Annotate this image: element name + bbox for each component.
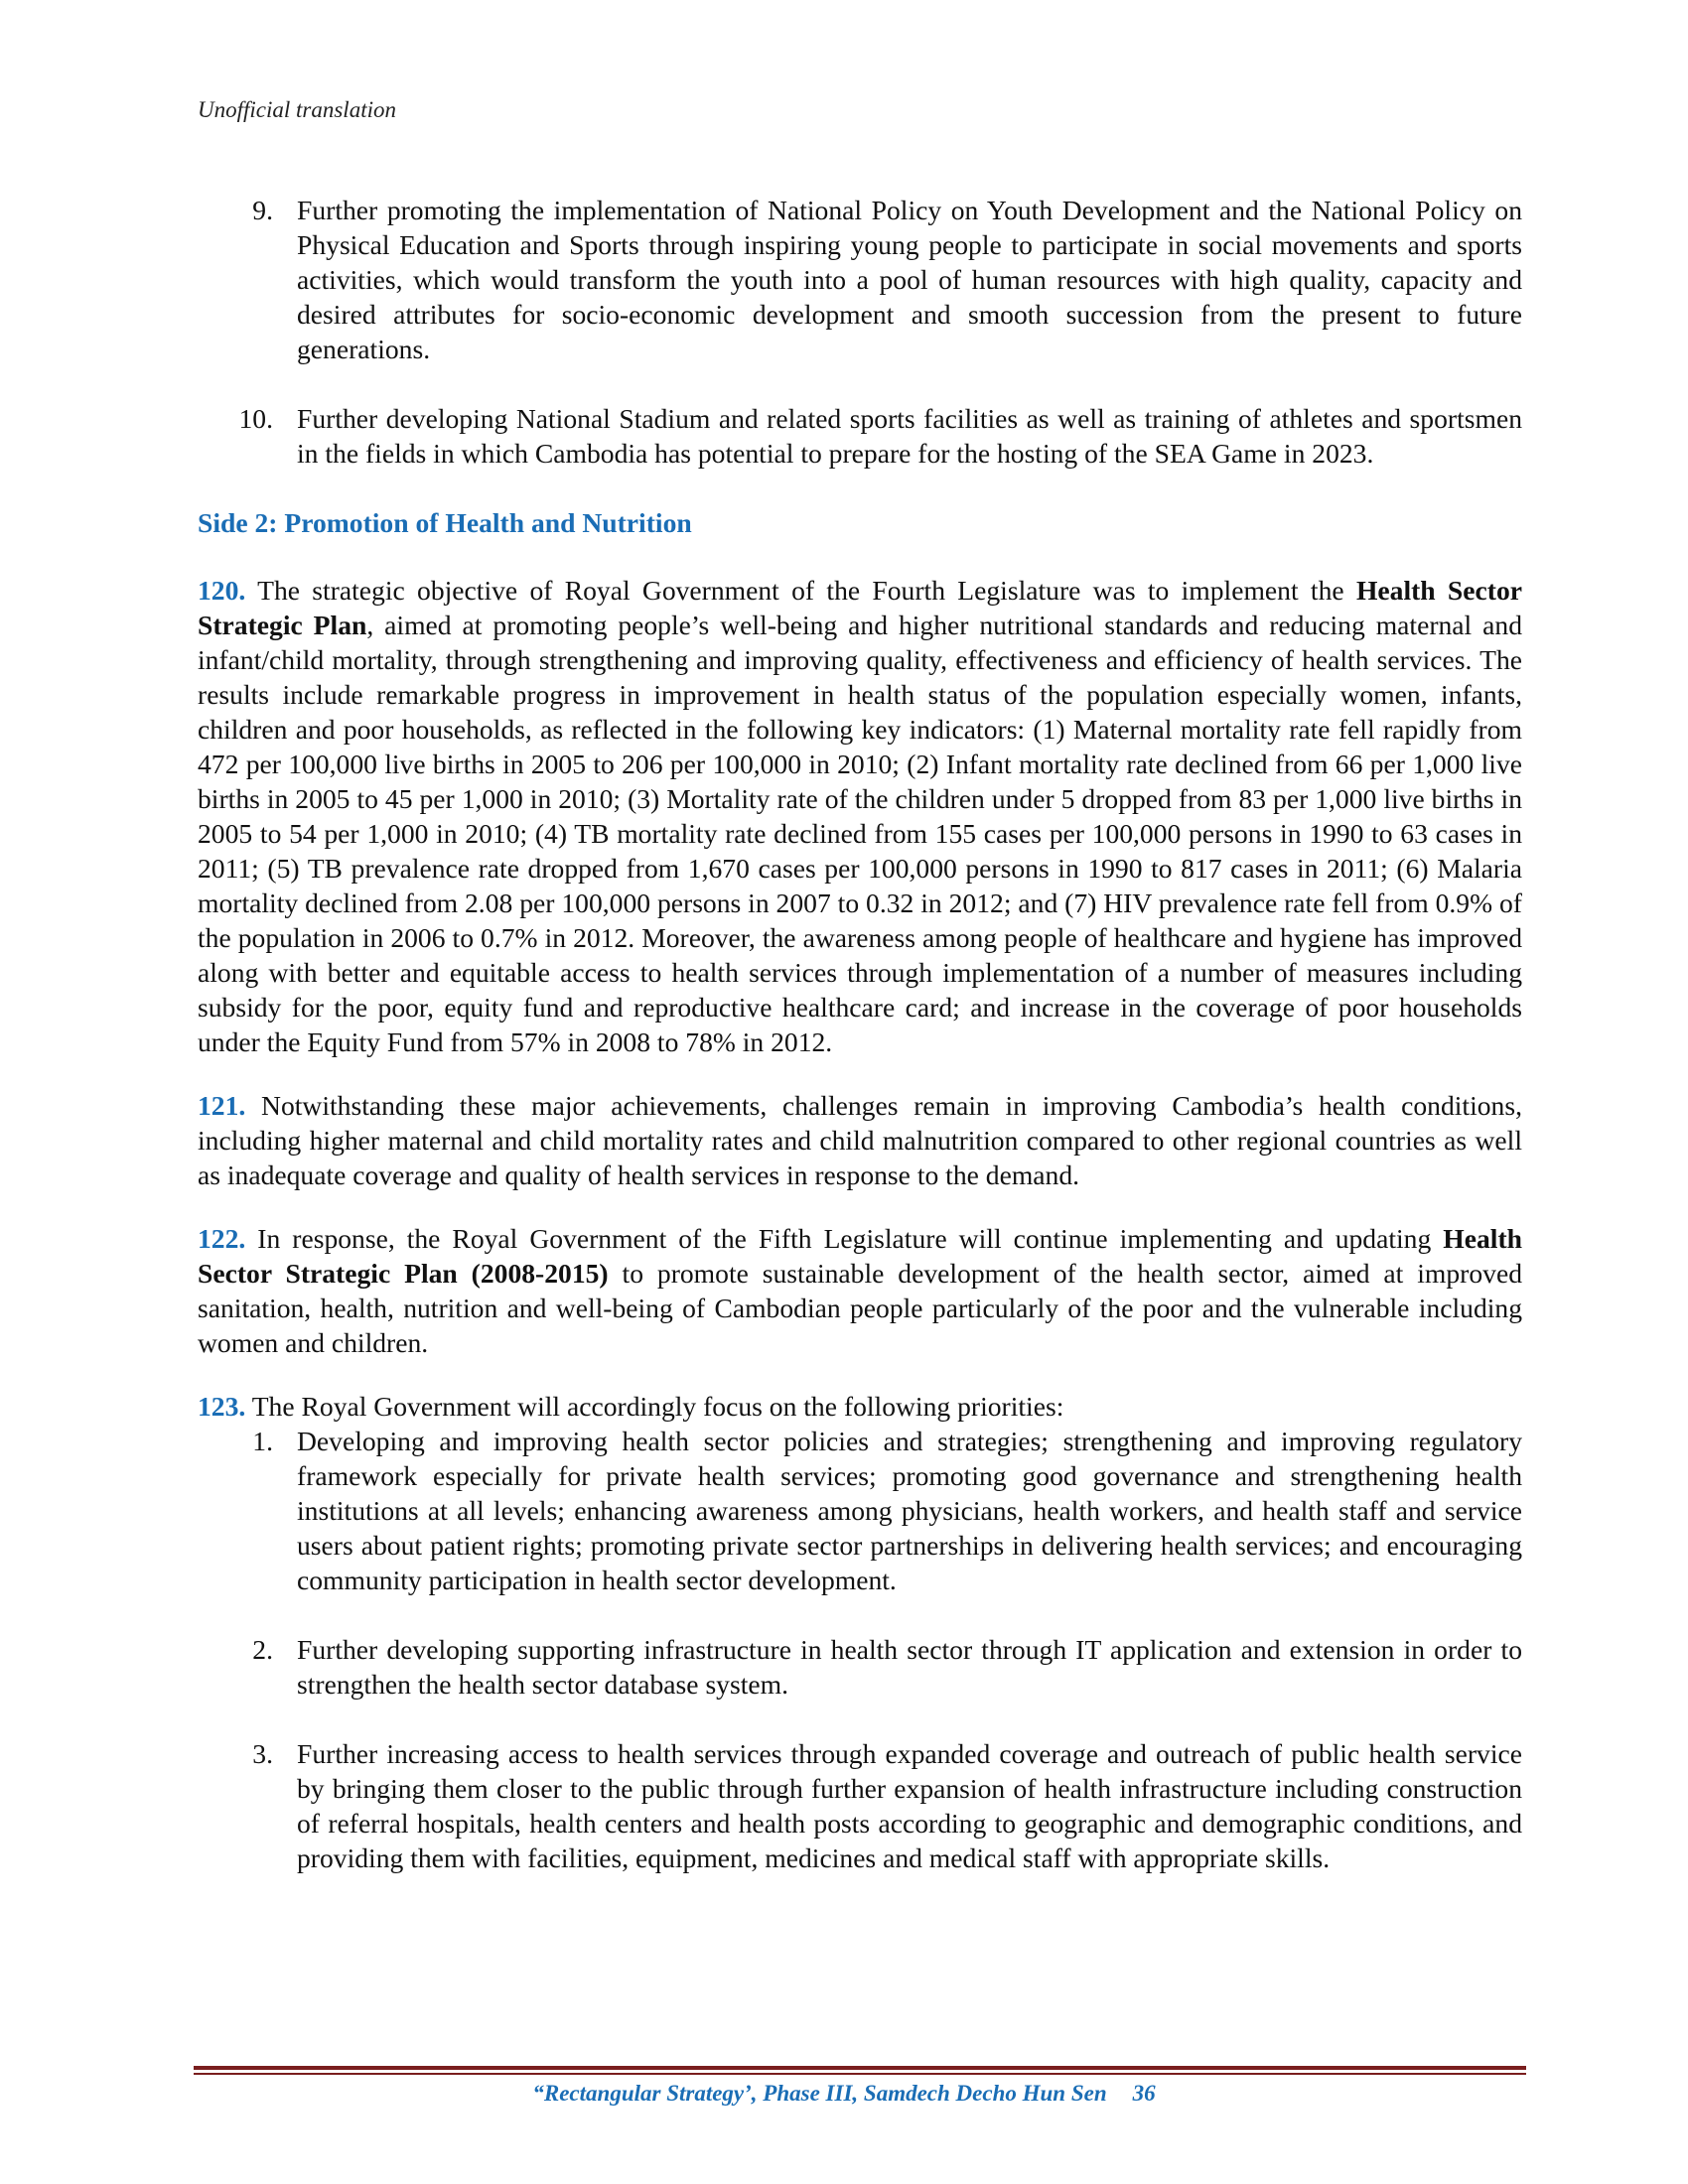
list-item <box>198 193 1522 366</box>
list-item <box>198 1632 1522 1702</box>
list-item-text: Further developing National Stadium and related sports facilities as well as training of athletes and sportsmen in the fields in which Cambodia has potential to prepare for the hosting of the SEA Game in 2023. <box>297 403 1522 469</box>
document-body <box>198 193 1522 1875</box>
paragraph-number: 123. <box>198 1391 246 1422</box>
list-item <box>198 401 1522 471</box>
footer-title: “Rectangular Strategy’, Phase III, Samdech Decho Hun Sen <box>532 2081 1107 2106</box>
paragraph-text: In response, the Royal Government of the Fifth Legislature will continue implementing and updating <box>257 1223 1432 1254</box>
list-item-number: 2. <box>252 1634 273 1665</box>
page-footer <box>0 2081 1688 2107</box>
paragraph-text: The strategic objective of Royal Government of the Fourth Legislature was to implement the <box>257 575 1344 606</box>
list-item-text: Further developing supporting infrastructure in health sector through IT application and extension in order to strengthen the health sector database system. <box>297 1634 1522 1700</box>
paragraph-number: 121. <box>198 1090 246 1121</box>
list-item-number: 1. <box>252 1426 273 1456</box>
youth-list <box>198 193 1522 471</box>
list-item-number: 10. <box>238 403 273 434</box>
paragraph-text: to promote sustainable development of the health sector, aimed at improved sanitation, health, nutrition and well-being of Cambodian people particularly of the poor and the vulnerable including women and children. <box>198 1258 1522 1358</box>
paragraph-text: Notwithstanding these major achievements, challenges remain in improving Cambodia’s health conditions, including higher maternal and child mortality rates and child malnutrition compared to other regional countries as well as inadequate coverage and quality of health services in response to the demand. <box>198 1090 1522 1190</box>
page-number: 36 <box>1132 2081 1156 2106</box>
paragraph-121 <box>198 1088 1522 1192</box>
footer-divider <box>194 2066 1526 2070</box>
list-item-number: 9. <box>252 195 273 225</box>
header-note: Unofficial translation <box>198 97 396 122</box>
section-title: Side 2: Promotion of Health and Nutrition <box>198 507 692 538</box>
paragraph-120 <box>198 573 1522 1059</box>
paragraph-text: The Royal Government will accordingly focus on the following priorities: <box>251 1391 1064 1422</box>
paragraph-text: , aimed at promoting people’s well-being and higher nutritional standards and reducing maternal and infant/child mortality, through strengthening and improving quality, effectiveness and efficiency of health services. The results include remarkable progress in improvement in health status of the population especially women, infants, children and poor households, as reflected in the following key indicators: (1) Maternal mortality rate fell rapidly from 472 per 100,000 live births in 2005 to 206 per 100,000 in 2010; (2) Infant mortality rate declined from 66 per 1,000 live births in 2005 to 45 per 1,000 in 2010; (3) Mortality rate of the children under 5 dropped from 83 per 1,000 live births in 2005 to 54 per 1,000 in 2010; (4) TB mortality rate declined from 155 cases per 100,000 persons in 1990 to 63 cases in 2011; (5) TB prevalence rate dropped from 1,670 cases per 100,000 persons in 1990 to 817 cases in 2011; (6) Malaria mortality declined from 2.08 per 100,000 persons in 2007 to 0.32 in 2012; and (7) HIV prevalence rate fell from 0.9% of the population in 2006 to 0.7% in 2012. Moreover, the awareness among people of healthcare and hygiene has improved along with better and equitable access to health services through implementation of a number of measures including subsidy for the poor, equity fund and reproductive healthcare card; and increase in the coverage of poor households under the Equity Fund from 57% in 2008 to 78% in 2012. <box>198 610 1523 1057</box>
list-item <box>198 1736 1522 1875</box>
priorities-list <box>198 1424 1522 1875</box>
footer-divider <box>194 2073 1526 2075</box>
paragraph-122 <box>198 1221 1522 1360</box>
plan-name: Health Sector Strategic Plan (2008-2015) <box>198 1223 1522 1289</box>
list-item-text: Developing and improving health sector policies and strategies; strengthening and improving regulatory framework especially for private health services; promoting good governance and strengthening health institutions at all levels; enhancing awareness among physicians, health workers, and health staff and service users about patient rights; promoting private sector partnerships in delivering health services; and encouraging community participation in health sector development. <box>297 1426 1522 1595</box>
paragraph-number: 122. <box>198 1223 246 1254</box>
plan-name: Health Sector Strategic Plan <box>198 575 1523 640</box>
list-item-text: Further promoting the implementation of National Policy on Youth Development and the National Policy on Physical Education and Sports through inspiring young people to participate in social movements and sports activities, which would transform the youth into a pool of human resources with high quality, capacity and desired attributes for socio-economic development and smooth succession from the present to future generations. <box>297 195 1522 364</box>
paragraph-number: 120. <box>198 575 246 606</box>
list-item-text: Further increasing access to health services through expanded coverage and outreach of public health service by bringing them closer to the public through further expansion of health infrastructure including construction of referral hospitals, health centers and health posts according to geographic and demographic conditions, and providing them with facilities, equipment, medicines and medical staff with appropriate skills. <box>297 1738 1522 1873</box>
paragraph-123 <box>198 1389 1522 1424</box>
list-item <box>198 1424 1522 1597</box>
list-item-number: 3. <box>252 1738 273 1769</box>
